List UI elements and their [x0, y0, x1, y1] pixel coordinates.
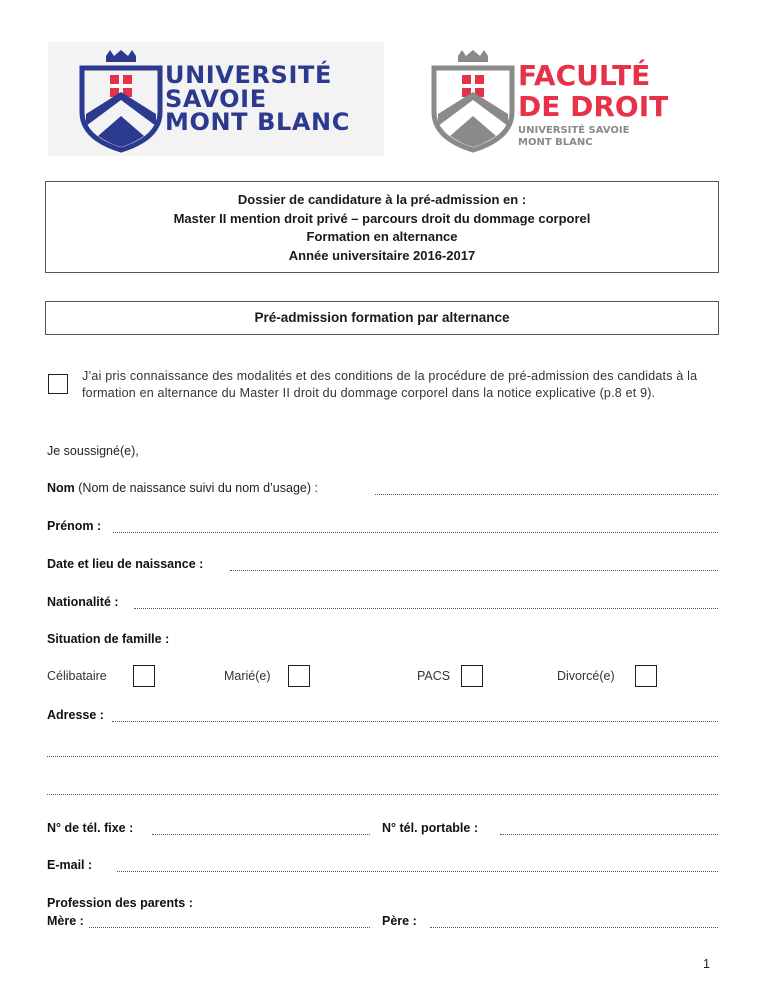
situation-label: Situation de famille : [47, 632, 170, 646]
prenom-label-wrap [47, 519, 101, 533]
adresse-field-3[interactable] [47, 794, 718, 795]
page-number: 1 [703, 957, 710, 971]
faculte-title-2: DE DROIT [518, 90, 669, 123]
nom-label-strong: Nom [47, 481, 75, 495]
pere-label: Père : [382, 914, 417, 928]
usmb-line-1: UNIVERSITÉ [165, 61, 332, 89]
nationalite-label-wrap [47, 595, 119, 609]
tel-portable-field[interactable] [500, 834, 718, 835]
naissance-label-wrap [47, 557, 203, 571]
naissance-field[interactable] [230, 570, 718, 571]
divorce-checkbox[interactable] [635, 665, 657, 687]
application-title-box [45, 181, 719, 273]
email-field[interactable] [117, 871, 718, 872]
faculte-sub-2: MONT BLANC [518, 137, 593, 148]
adresse-label: Adresse : [47, 708, 104, 722]
adresse-field-1[interactable] [112, 721, 718, 722]
usmb-shield-icon [76, 48, 166, 153]
nationalite-label: Nationalité : [47, 595, 119, 609]
mere-field[interactable] [89, 927, 370, 928]
email-label-wrap [47, 858, 92, 872]
title-line-2: Master II mention droit privé – parcours droit du dommage corporel [173, 210, 591, 226]
profession-label: Profession des parents : [47, 896, 193, 910]
mere-label-wrap [47, 914, 84, 928]
nom-hint: (Nom de naissance suivi du nom d’usage) : [74, 481, 318, 495]
adresse-field-2[interactable] [47, 756, 718, 757]
usmb-logo [48, 42, 384, 156]
option-marie: Marié(e) [224, 669, 271, 683]
situation-label-wrap [47, 632, 169, 646]
acknowledgement-checkbox[interactable] [48, 374, 68, 394]
nom-field[interactable] [375, 494, 718, 495]
title-line-3: Formation en alternance [306, 229, 458, 244]
faculte-sub-1: UNIVERSITÉ SAVOIE [518, 125, 630, 136]
option-divorce: Divorcé(e) [557, 669, 615, 683]
nationalite-field[interactable] [134, 608, 718, 609]
title-line-4: Année universitaire 2016-2017 [288, 247, 476, 263]
email-label: E-mail : [47, 858, 93, 872]
usmb-line-3: MONT BLANC [165, 108, 350, 136]
pacs-checkbox[interactable] [461, 665, 483, 687]
tel-portable-label-wrap [382, 821, 478, 835]
prenom-label: Prénom : [47, 519, 102, 533]
acknowledgement-text: J’ai pris connaissance des modalités et des conditions de la procédure de pré-admission des candidats à la formation en alternance du Master II droit du dommage corporel dans la notice explicative (p.8 et 9). [82, 369, 698, 400]
usmb-line-2: SAVOIE [165, 84, 267, 113]
naissance-label: Date et lieu de naissance : [47, 557, 204, 571]
tel-fixe-label: N° de tél. fixe : [47, 821, 134, 835]
faculte-shield-icon [428, 48, 518, 153]
tel-fixe-label-wrap [47, 821, 133, 835]
option-celibataire: Célibataire [47, 669, 107, 683]
celibataire-checkbox[interactable] [133, 665, 155, 687]
prenom-field[interactable] [113, 532, 718, 533]
title-line-1: Dossier de candidature à la pré-admission en : [237, 192, 527, 207]
nom-label [47, 481, 318, 495]
pere-field[interactable] [430, 927, 718, 928]
option-pacs: PACS [417, 669, 451, 683]
mere-label: Mère : [47, 914, 84, 928]
tel-fixe-field[interactable] [152, 834, 370, 835]
profession-label-wrap [47, 896, 193, 910]
marie-checkbox[interactable] [288, 665, 310, 687]
faculte-droit-logo [428, 42, 688, 156]
section-title: Pré-admission formation par alternance [45, 301, 719, 335]
tel-portable-label: N° tél. portable : [382, 821, 478, 835]
pere-label-wrap [382, 914, 417, 928]
faculte-title-1: FACULTÉ [518, 59, 651, 92]
adresse-label-wrap [47, 708, 104, 722]
undersigned-text: Je soussigné(e), [47, 444, 139, 458]
